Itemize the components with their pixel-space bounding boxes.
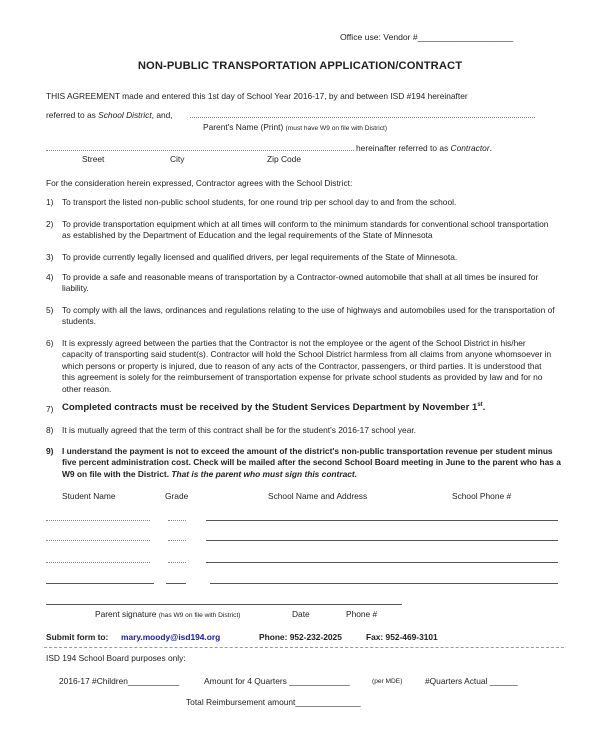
- header-student-name: Student Name: [62, 491, 116, 501]
- item-number: 1): [46, 197, 54, 207]
- item-text: To provide transportation equipment which at all times will conform to the minimum standards for conventional school transportation as established by the Department of Education and the legal requirements of the State of Minnesota: [62, 219, 549, 241]
- quarters-actual-field[interactable]: #Quarters Actual ______: [425, 676, 518, 686]
- grade-field[interactable]: [168, 520, 186, 521]
- date-label: Date: [292, 609, 310, 619]
- grade-field[interactable]: [168, 562, 186, 563]
- item-text: To comply with all the laws, ordinances and regulations relating to the use of highways and automobiles used for the transportation of students.: [62, 305, 555, 327]
- mde-note: (per MDE): [372, 678, 403, 685]
- school-info-field[interactable]: [210, 583, 558, 584]
- submit-phone: Phone: 952-232-2025: [259, 632, 342, 642]
- student-name-field[interactable]: [46, 540, 150, 541]
- zip-label: Zip Code: [267, 154, 301, 164]
- agreement-line-1: THIS AGREEMENT made and entered this 1st day of School Year 2016-17, by and between ISD #194 hereinafter: [46, 91, 468, 101]
- school-info-field[interactable]: [206, 562, 558, 563]
- divider: [44, 647, 564, 648]
- contractor-term: Contractor: [450, 143, 490, 153]
- submit-fax: Fax: 952-469-3101: [366, 632, 438, 642]
- school-info-field[interactable]: [206, 520, 558, 521]
- item-number: 2): [46, 219, 54, 229]
- address-field[interactable]: [46, 150, 354, 151]
- contractor-line: hereinafter referred to as Contractor.: [356, 143, 492, 153]
- item-text: It is mutually agreed that the term of this contract shall be for the student's 2016-17 school year.: [62, 425, 417, 435]
- street-label: Street: [82, 154, 105, 164]
- children-count-field[interactable]: 2016-17 #Children___________: [59, 676, 180, 686]
- item-number: 9): [46, 446, 54, 456]
- parent-name-field[interactable]: [190, 117, 535, 118]
- school-info-field[interactable]: [206, 540, 558, 541]
- header-school-name: School Name and Address: [268, 491, 368, 501]
- total-reimbursement-field[interactable]: Total Reimbursement amount______________: [186, 697, 361, 707]
- parent-signature-field[interactable]: [46, 604, 402, 605]
- item-number: 5): [46, 305, 54, 315]
- school-district-term: School District: [98, 110, 152, 120]
- header-grade: Grade: [165, 491, 189, 501]
- grade-field[interactable]: [168, 540, 186, 541]
- signature-label: Parent signature (has W9 on file with District): [95, 609, 241, 619]
- consideration-text: For the consideration herein expressed, Contractor agrees with the School District:: [46, 178, 353, 188]
- student-name-field[interactable]: [46, 562, 150, 563]
- item-text: To provide currently legally licensed and qualified drivers, per legal requirements of the State of Minnesota.: [62, 252, 458, 262]
- page-title: NON-PUBLIC TRANSPORTATION APPLICATION/CONTRACT: [137, 60, 463, 72]
- agreement-line-2: referred to as School District, and,: [46, 110, 173, 120]
- item-number: 7): [46, 404, 54, 414]
- quarters-amount-field[interactable]: Amount for 4 Quarters _____________: [204, 676, 350, 686]
- student-name-field[interactable]: [46, 520, 150, 521]
- submit-label: Submit form to:: [46, 632, 109, 642]
- submit-email-link[interactable]: mary.moody@isd194.org: [121, 632, 221, 642]
- item-number: 3): [46, 252, 54, 262]
- item-number: 8): [46, 425, 54, 435]
- phone-label: Phone #: [346, 609, 378, 619]
- item-text: To provide a safe and reasonable means of transportation by a Contractor-owned automobile that shall at all times be insured for liability.: [62, 272, 539, 294]
- item-number: 4): [46, 272, 54, 282]
- header-school-phone: School Phone #: [452, 491, 512, 501]
- parent-name-label: Parent's Name (Print) (must have W9 on file with District): [203, 122, 388, 132]
- item-number: 6): [46, 338, 54, 348]
- office-use-vendor: Office use: Vendor #____________________: [340, 32, 514, 42]
- deadline-notice: Completed contracts must be received by the Student Services Department by November 1st.: [62, 402, 486, 414]
- grade-field[interactable]: [166, 583, 186, 584]
- item-text: To transport the listed non-public school students, for one round trip per school day to and from the school.: [62, 197, 457, 207]
- item-text: It is expressly agreed between the parties that the Contractor is not the employee or the agent of the School District in his/her capacity of transporting said student(s). Contractor will hold the School District harmless from all claims from anyone whomsoever in which persons or property is injured, due to reason of any acts of the Contractor, passengers, or third parties. It is understood that this agreement is solely for the reimbursement of transportation expense for private school students as provided by law and for no other reason.: [62, 338, 552, 394]
- payment-terms: I understand the payment is not to exceed the amount of the district's non-public transportation revenue per student minus five percent administration cost. Check will be mailed after the second School Board meeting in June to the parent who has a W9 on file with the District. That is the parent who must sign this contract.: [62, 446, 561, 479]
- student-name-field[interactable]: [46, 583, 154, 584]
- board-heading: ISD 194 School Board purposes only:: [46, 653, 186, 663]
- city-label: City: [170, 154, 185, 164]
